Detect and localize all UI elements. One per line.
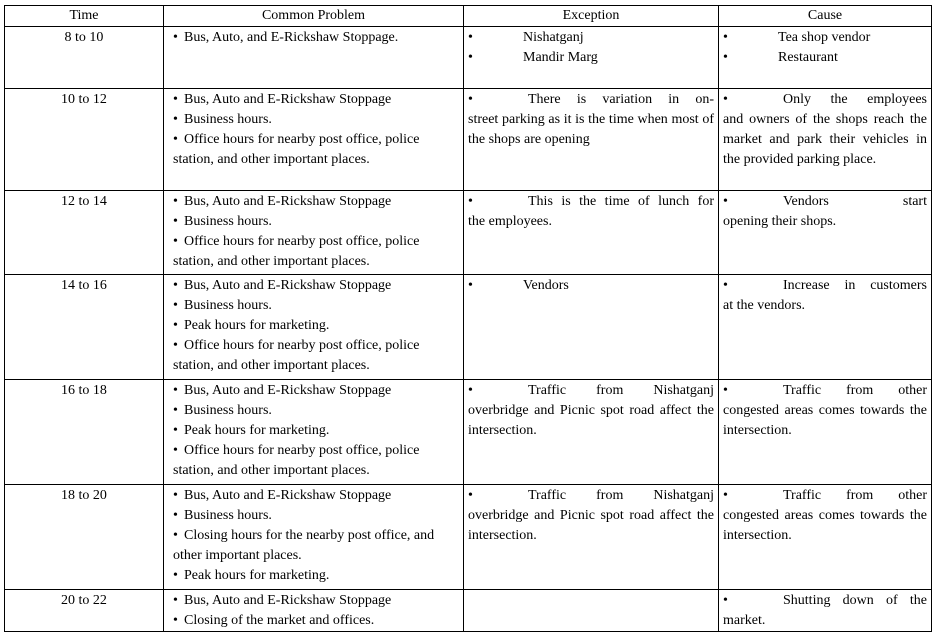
table-row [5,590,932,632]
problem-item: • Business hours. [168,296,459,316]
exception-item: • Mandir Marg [468,48,714,68]
bullet-icon: • [468,30,473,45]
bullet-icon: • [173,112,178,127]
problem-item: • Office hours for nearby post office, police station, and other important places. [173,443,420,478]
problem-item: • Bus, Auto and E-Rickshaw Stoppage [168,192,459,212]
exception-item: • There is variation in on- [468,90,714,110]
bullet-icon: • [723,383,728,398]
bullet-icon: • [173,613,178,628]
cause-cell [719,485,932,590]
problem-item: • Office hours for nearby post office, police station, and other important places. [173,338,420,373]
time-cell: 18 to 20 [5,485,164,590]
bullet-icon: • [173,132,178,147]
bullet-icon: • [173,403,178,418]
bullet-icon: • [723,30,728,45]
problem-item: • Business hours. [168,212,459,232]
cause-text: opening their shops. [723,214,837,229]
cause-item: • Traffic from other [723,486,927,506]
problem-item: • Bus, Auto and E-Rickshaw Stoppage [168,486,459,506]
bullet-icon: • [468,488,473,503]
cause-item: • Shutting down of the [723,591,927,611]
problem-cell [164,380,464,485]
problem-item: • Peak hours for marketing. [168,566,459,586]
cause-item: • Only the employees [723,90,927,110]
exception-text: overbridge and Picnic spot road affect the intersection. [468,403,714,438]
bullet-icon: • [723,488,728,503]
cause-item: • Vendors start [723,192,927,212]
problem-cell [164,590,464,632]
problem-cell [164,27,464,89]
exception-text: overbridge and Picnic spot road affect the intersection. [468,508,714,543]
bullet-icon: • [173,568,178,583]
exception-cell [464,89,719,191]
problem-item: • Bus, Auto and E-Rickshaw Stoppage [168,90,459,110]
bullet-icon: • [173,30,178,45]
cause-item: • Increase in customers [723,276,927,296]
problem-item: • Bus, Auto and E-Rickshaw Stoppage [168,381,459,401]
bullet-icon: • [173,423,178,438]
bullet-icon: • [723,593,728,608]
time-cell: 10 to 12 [5,89,164,191]
cause-item: • Tea shop vendor [723,28,927,48]
table-row [5,485,932,590]
bullet-icon: • [173,383,178,398]
exception-item: • Nishatganj [468,28,714,48]
table-row [5,275,932,380]
problem-item: • Closing of the market and offices. [168,611,459,631]
problem-item: • Closing hours for the nearby post office, and other important places. [173,528,435,563]
bullet-icon: • [173,593,178,608]
problem-cell [164,275,464,380]
bullet-icon: • [468,278,473,293]
cause-cell [719,380,932,485]
exception-item: • Traffic from Nishatganj [468,486,714,506]
bullet-icon: • [173,318,178,333]
cause-cell [719,191,932,275]
exception-cell [464,590,719,632]
bullet-icon: • [723,92,728,107]
exception-cell [464,380,719,485]
table-row [5,191,932,275]
header-cause: Cause [719,6,932,27]
problem-item: • Business hours. [168,506,459,526]
time-cell: 8 to 10 [5,27,164,89]
bullet-icon: • [173,528,178,543]
cause-cell [719,27,932,89]
cause-cell [719,275,932,380]
header-common-problem: Common Problem [164,6,464,27]
cause-text: and owners of the shops reach the market and park their vehicles in the provided parking place. [723,112,927,167]
cause-text: congested areas comes towards the intersection. [723,403,927,438]
header-exception: Exception [464,6,719,27]
exception-cell [464,27,719,89]
problem-item: • Business hours. [168,110,459,130]
cause-text: at the vendors. [723,298,806,313]
bullet-icon: • [173,278,178,293]
bullet-icon: • [173,443,178,458]
problem-item: • Bus, Auto and E-Rickshaw Stoppage [168,591,459,611]
exception-text: the employees. [468,214,552,229]
cause-text: market. [723,613,766,628]
bullet-icon: • [173,92,178,107]
cause-item: • Traffic from other [723,381,927,401]
problem-item: • Bus, Auto, and E-Rickshaw Stoppage. [168,28,459,48]
table-row [5,89,932,191]
bullet-icon: • [468,194,473,209]
time-cell: 12 to 14 [5,191,164,275]
problem-item: • Bus, Auto and E-Rickshaw Stoppage [168,276,459,296]
exception-item: • Traffic from Nishatganj [468,381,714,401]
exception-cell [464,191,719,275]
bullet-icon: • [173,234,178,249]
exception-item: • Vendors [468,276,714,296]
bullet-icon: • [173,338,178,353]
problem-item: • Business hours. [168,401,459,421]
problem-item: • Office hours for nearby post office, police station, and other important places. [173,234,420,269]
problem-cell [164,89,464,191]
bullet-icon: • [468,383,473,398]
cause-text: congested areas comes towards the intersection. [723,508,927,543]
cause-cell [719,89,932,191]
bullet-icon: • [723,50,728,65]
time-cell: 20 to 22 [5,590,164,632]
problem-item: • Office hours for nearby post office, police station, and other important places. [173,132,420,167]
traffic-problem-table [4,5,932,632]
time-cell: 14 to 16 [5,275,164,380]
cause-cell [719,590,932,632]
cause-item: • Restaurant [723,48,927,68]
bullet-icon: • [173,214,178,229]
bullet-icon: • [173,488,178,503]
bullet-icon: • [173,508,178,523]
problem-item: • Peak hours for marketing. [168,421,459,441]
exception-text: street parking as it is the time when most of the shops are opening [468,112,714,147]
problem-cell [164,191,464,275]
bullet-icon: • [173,298,178,313]
bullet-icon: • [468,92,473,107]
table-row [5,27,932,89]
problem-cell [164,485,464,590]
bullet-icon: • [723,278,728,293]
time-cell: 16 to 18 [5,380,164,485]
table-row [5,380,932,485]
bullet-icon: • [468,50,473,65]
bullet-icon: • [723,194,728,209]
exception-cell [464,275,719,380]
exception-item: • This is the time of lunch for [468,192,714,212]
exception-cell [464,485,719,590]
bullet-icon: • [173,194,178,209]
problem-item: • Peak hours for marketing. [168,316,459,336]
header-time: Time [5,6,164,27]
header-row [5,6,932,27]
